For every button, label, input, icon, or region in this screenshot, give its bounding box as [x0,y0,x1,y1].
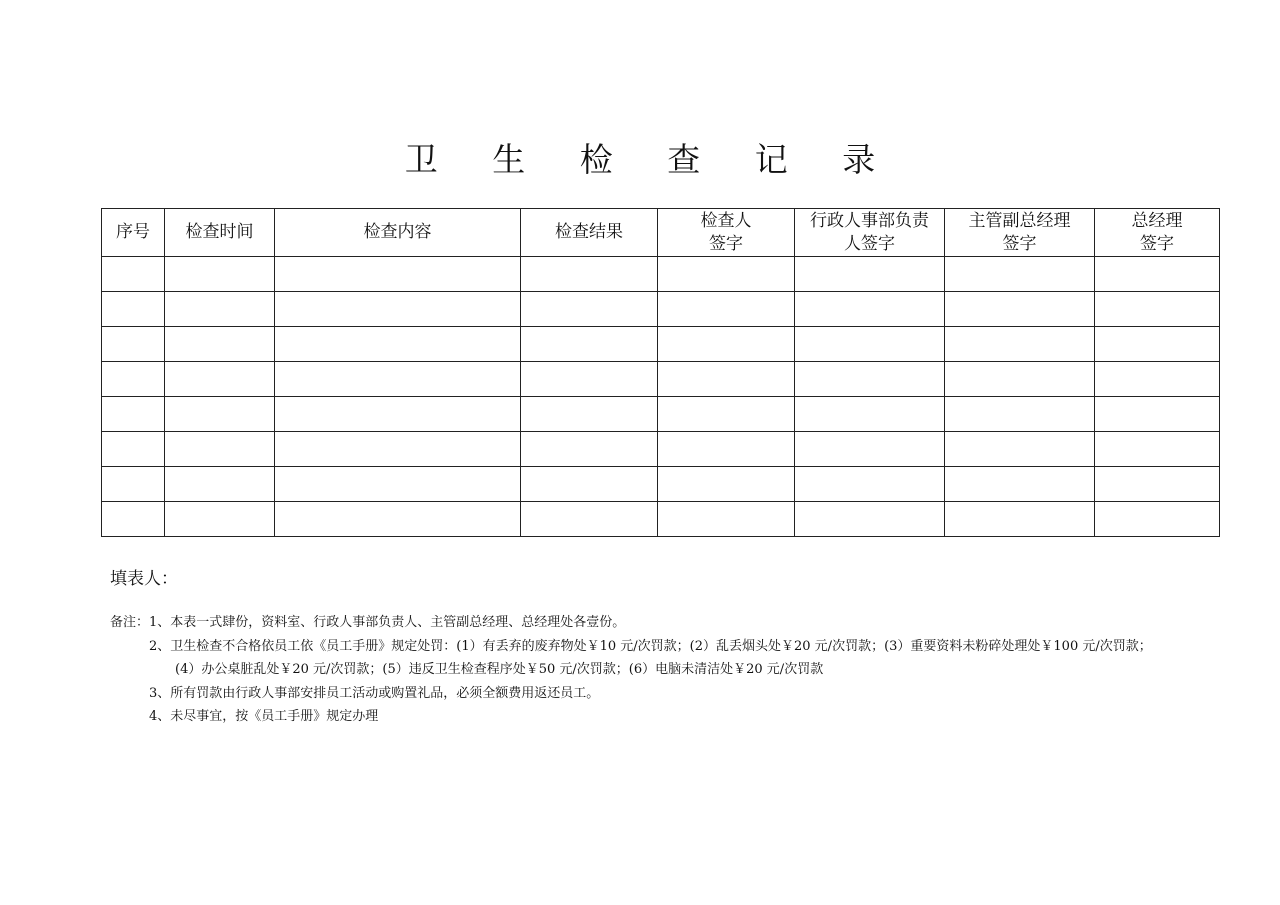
cell-deputy-gm-signature[interactable] [945,292,1095,327]
cell-serial-number[interactable] [102,257,165,292]
cell-admin-hr-head-signature[interactable] [795,397,945,432]
header-inspector-signature: 检查人 签字 [658,209,795,257]
table-row [102,362,1220,397]
table-row [102,257,1220,292]
cell-deputy-gm-signature[interactable] [945,432,1095,467]
cell-admin-hr-head-signature[interactable] [795,467,945,502]
cell-admin-hr-head-signature[interactable] [795,257,945,292]
cell-gm-signature[interactable] [1095,432,1220,467]
cell-inspection-content[interactable] [275,502,521,537]
cell-admin-hr-head-signature[interactable] [795,502,945,537]
table-row [102,432,1220,467]
cell-gm-signature[interactable] [1095,362,1220,397]
cell-deputy-gm-signature[interactable] [945,467,1095,502]
cell-inspection-result[interactable] [521,257,658,292]
cell-inspection-content[interactable] [275,362,521,397]
cell-inspector-signature[interactable] [658,397,795,432]
table-row [102,467,1220,502]
cell-inspection-time[interactable] [165,502,275,537]
cell-serial-number[interactable] [102,362,165,397]
cell-deputy-gm-signature[interactable] [945,397,1095,432]
remark-line-1: 备注：1、本表一式肆份，资料室、行政人事部负责人、主管副总经理、总经理处各壹份。 [110,615,626,630]
remark-line-2: 2、卫生检查不合格依员工依《员工手册》规定处罚：(1）有丢弃的废弃物处￥10 元/次罚款；(2）乱丢烟头处￥20 元/次罚款；(3）重要资料未粉碎处理处￥100 元/次罚款； [149,638,1152,654]
remark-line-2-continued: (4）办公桌脏乱处￥20 元/次罚款；(5）违反卫生检查程序处￥50 元/次罚款；(6）电脑未清洁处￥20 元/次罚款 [175,662,824,677]
cell-inspector-signature[interactable] [658,362,795,397]
cell-admin-hr-head-signature[interactable] [795,327,945,362]
table-row [102,397,1220,432]
cell-inspection-content[interactable] [275,467,521,502]
remarks-section [110,611,1210,729]
header-gm-signature: 总经理 签字 [1095,209,1220,257]
cell-serial-number[interactable] [102,467,165,502]
cell-deputy-gm-signature[interactable] [945,327,1095,362]
table-body [102,257,1220,537]
header-inspection-time: 检查时间 [165,209,275,257]
cell-inspection-result[interactable] [521,467,658,502]
cell-inspection-content[interactable] [275,327,521,362]
cell-gm-signature[interactable] [1095,467,1220,502]
cell-inspection-time[interactable] [165,397,275,432]
inspection-record-table [101,208,1220,537]
cell-inspection-time[interactable] [165,292,275,327]
cell-inspection-time[interactable] [165,257,275,292]
cell-gm-signature[interactable] [1095,257,1220,292]
cell-inspector-signature[interactable] [658,327,795,362]
cell-gm-signature[interactable] [1095,502,1220,537]
page-title: 卫 生 检 查 记 录 [404,140,898,179]
cell-inspection-time[interactable] [165,467,275,502]
table-row [102,292,1220,327]
cell-inspection-result[interactable] [521,397,658,432]
cell-deputy-gm-signature[interactable] [945,502,1095,537]
cell-inspection-time[interactable] [165,327,275,362]
cell-deputy-gm-signature[interactable] [945,362,1095,397]
remark-line-4: 4、未尽事宜，按《员工手册》规定办理 [149,709,379,724]
cell-serial-number[interactable] [102,327,165,362]
cell-inspection-time[interactable] [165,362,275,397]
cell-inspection-content[interactable] [275,432,521,467]
cell-inspection-time[interactable] [165,432,275,467]
header-deputy-gm-signature: 主管副总经理 签字 [945,209,1095,257]
cell-serial-number[interactable] [102,397,165,432]
cell-inspection-result[interactable] [521,502,658,537]
cell-inspection-result[interactable] [521,292,658,327]
cell-inspector-signature[interactable] [658,467,795,502]
header-inspection-content: 检查内容 [275,209,521,257]
remark-line-3: 3、所有罚款由行政人事部安排员工活动或购置礼品，必须全额费用返还员工。 [149,685,600,701]
header-serial-number: 序号 [102,209,165,257]
cell-inspection-result[interactable] [521,432,658,467]
cell-gm-signature[interactable] [1095,327,1220,362]
table-header-row [102,209,1220,257]
cell-serial-number[interactable] [102,432,165,467]
header-admin-hr-head-signature: 行政人事部负责 人签字 [795,209,945,257]
cell-admin-hr-head-signature[interactable] [795,292,945,327]
cell-serial-number[interactable] [102,502,165,537]
cell-inspection-content[interactable] [275,397,521,432]
cell-deputy-gm-signature[interactable] [945,257,1095,292]
cell-admin-hr-head-signature[interactable] [795,432,945,467]
table-row [102,327,1220,362]
cell-inspection-result[interactable] [521,327,658,362]
cell-gm-signature[interactable] [1095,292,1220,327]
cell-inspector-signature[interactable] [658,292,795,327]
cell-inspector-signature[interactable] [658,502,795,537]
cell-gm-signature[interactable] [1095,397,1220,432]
cell-inspection-content[interactable] [275,292,521,327]
table-row [102,502,1220,537]
cell-inspection-content[interactable] [275,257,521,292]
cell-inspector-signature[interactable] [658,257,795,292]
form-filler-label: 填表人： [110,569,178,589]
cell-inspection-result[interactable] [521,362,658,397]
cell-serial-number[interactable] [102,292,165,327]
cell-admin-hr-head-signature[interactable] [795,362,945,397]
cell-inspector-signature[interactable] [658,432,795,467]
header-inspection-result: 检查结果 [521,209,658,257]
